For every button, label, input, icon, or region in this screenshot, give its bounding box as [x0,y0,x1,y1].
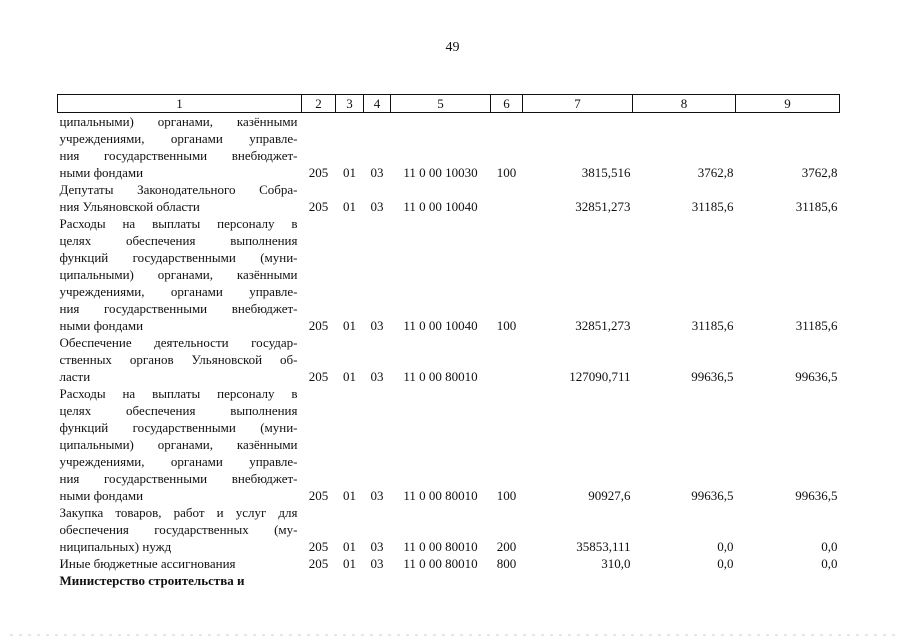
ministry-code: 205 [308,556,329,571]
amount-col-7: 32851,273 [575,199,631,214]
row-name-line: Расходы на выплаты персоналу в [59,216,298,231]
row-name [58,334,302,385]
section-code: 01 [343,556,356,571]
row-name-line: Министерство строительства и [59,573,245,588]
table-row [58,334,840,385]
subsection-code: 03 [370,165,384,180]
row-name [58,504,302,555]
ministry-code: 205 [308,165,329,180]
target-article-code [391,572,491,589]
amount-col-7: 310,0 [601,556,631,571]
row-name [58,385,302,504]
amount-col-8: 99636,5 [691,488,734,503]
expense-type-code [491,181,523,215]
amount-col-7 [523,572,633,589]
section-code [336,572,364,589]
ministry-code [302,572,336,589]
row-name-line: Иные бюджетные ассигнования [59,556,236,571]
amount-col-8: 99636,5 [691,369,734,384]
row-name-line: целях обеспечения выполнения [59,403,298,418]
subsection-code: 03 [370,369,384,384]
amount-col-9 [736,572,840,589]
row-name-line: целях обеспечения выполнения [59,233,298,248]
ministry-code: 205 [308,318,329,333]
row-name-line: учреждениями, органами управле- [59,284,298,299]
amount-col-9: 99636,5 [795,488,838,503]
col-header: 2 [302,95,336,113]
row-name-line: Депутаты Законодательного Собра- [59,182,298,197]
amount-col-8: 31185,6 [691,318,734,333]
table-row [58,504,840,555]
amount-col-9: 3762,8 [801,165,838,180]
col-header: 4 [364,95,391,113]
expense-type-code: 800 [496,556,517,571]
ministry-code: 205 [308,539,329,554]
amount-col-9: 99636,5 [795,369,838,384]
target-article-code: 11 0 00 80010 [403,488,478,503]
expense-type-code [491,572,523,589]
section-code: 01 [343,199,356,214]
subsection-code: 03 [370,199,384,214]
row-name-line: ния государственными внебюджет- [59,148,298,163]
table-row [58,215,840,334]
page-number: 49 [445,40,460,55]
amount-col-7: 35853,111 [576,539,631,554]
scan-artifact [10,634,895,636]
row-name-line: Закупка товаров, работ и услуг для [59,505,298,520]
amount-col-7: 3815,516 [581,165,631,180]
row-name [58,215,302,334]
section-code: 01 [343,369,356,384]
section-code: 01 [343,488,356,503]
subsection-code [364,572,391,589]
target-article-code: 11 0 00 80010 [403,556,478,571]
section-code: 01 [343,318,356,333]
target-article-code: 11 0 00 80010 [403,369,478,384]
col-header: 8 [633,95,736,113]
col-header: 3 [336,95,364,113]
expense-type-code: 200 [496,539,517,554]
row-name-line: учреждениями, органами управле- [59,454,298,469]
row-name-line: ными фондами [59,165,144,180]
col-header: 6 [491,95,523,113]
row-name-line: функций государственными (муни- [59,250,298,265]
row-name-line: учреждениями, органами управле- [59,131,298,146]
amount-col-8: 0,0 [717,539,734,554]
row-name-line: ния государственными внебюджет- [59,301,298,316]
row-name [58,181,302,215]
amount-col-7: 90927,6 [588,488,631,503]
amount-col-9: 0,0 [821,556,838,571]
row-name-line: ственных органов Ульяновской об- [59,352,298,367]
subsection-code: 03 [370,556,384,571]
target-article-code: 11 0 00 80010 [403,539,478,554]
row-name-line: ния государственными внебюджет- [59,471,298,486]
row-name-line: ния Ульяновской области [59,199,200,214]
row-name-line: обеспечения государственных (му- [59,522,298,537]
amount-col-9: 0,0 [821,539,838,554]
table-row [58,181,840,215]
header-row [58,95,840,113]
table-row [58,113,840,182]
amount-col-9: 31185,6 [795,318,838,333]
row-name-line: ными фондами [59,488,144,503]
subsection-code: 03 [370,539,384,554]
row-name [58,113,302,182]
expense-type-code: 100 [496,488,517,503]
col-header: 9 [736,95,840,113]
row-name-line: ципальными) органами, казёнными [59,437,298,452]
budget-table [57,94,840,589]
row-name-line: ципальными) органами, казёнными [59,114,298,129]
col-header: 1 [58,95,302,113]
ministry-code: 205 [308,488,329,503]
amount-col-7: 32851,273 [575,318,631,333]
ministry-code: 205 [308,369,329,384]
row-name-line: ципальными) органами, казёнными [59,267,298,282]
row-name-line: Расходы на выплаты персоналу в [59,386,298,401]
row-name [58,572,302,589]
subsection-code: 03 [370,318,384,333]
table-row [58,572,840,589]
row-name-line: Обеспечение деятельности государ- [59,335,298,350]
col-header: 5 [391,95,491,113]
row-name-line: ными фондами [59,318,144,333]
expense-type-code: 100 [496,318,517,333]
amount-col-8: 31185,6 [691,199,734,214]
row-name-line: ласти [59,369,91,384]
expense-type-code: 100 [496,165,517,180]
row-name-line: ниципальных) нужд [59,539,172,554]
ministry-code: 205 [308,199,329,214]
amount-col-8 [633,572,736,589]
target-article-code: 11 0 00 10030 [403,165,478,180]
subsection-code: 03 [370,488,384,503]
amount-col-9: 31185,6 [795,199,838,214]
section-code: 01 [343,165,356,180]
amount-col-8: 0,0 [717,556,734,571]
col-header: 7 [523,95,633,113]
row-name-line: функций государственными (муни- [59,420,298,435]
target-article-code: 11 0 00 10040 [403,318,478,333]
target-article-code: 11 0 00 10040 [403,199,478,214]
amount-col-8: 3762,8 [697,165,734,180]
table-row [58,385,840,504]
section-code: 01 [343,539,356,554]
expense-type-code [491,334,523,385]
row-name [58,555,302,572]
table-row [58,555,840,572]
amount-col-7: 127090,711 [569,369,631,384]
